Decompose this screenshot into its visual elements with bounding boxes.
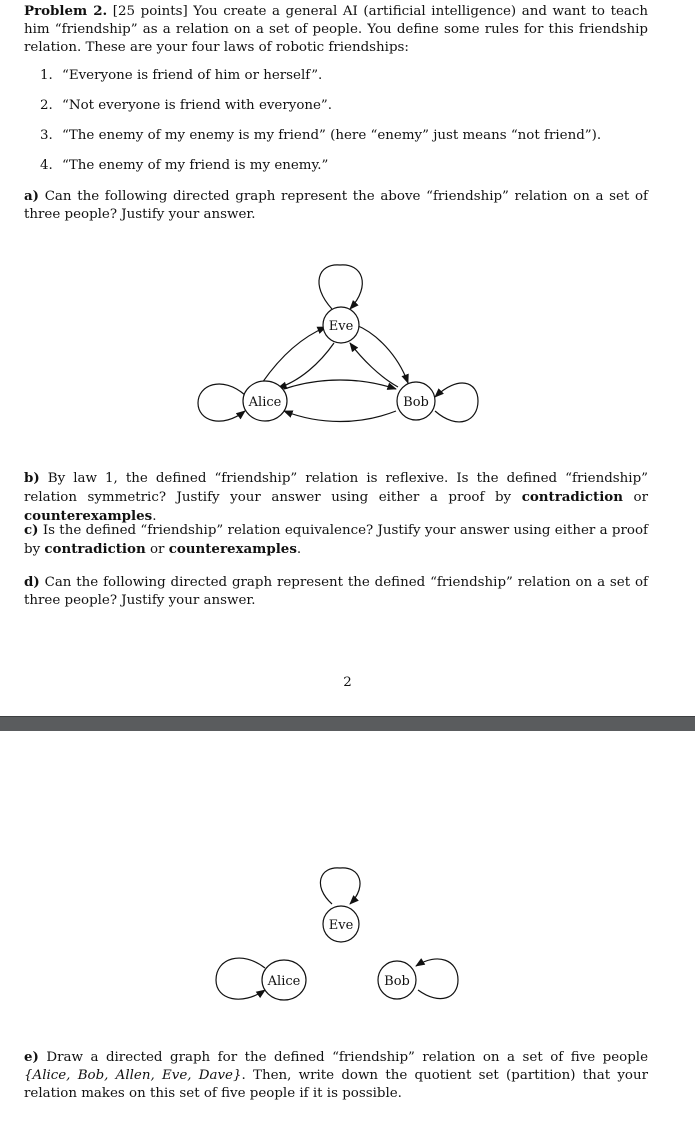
- node-eve: [323, 906, 359, 942]
- part-e-text-1: Draw a directed graph for the defined “friendship” relation on a set of five people: [46, 1050, 648, 1065]
- part-c-label: c): [24, 522, 39, 538]
- part-c-keyword-counterexamples: counterexamples: [168, 541, 297, 557]
- node-alice: [243, 381, 287, 421]
- alice-self-loop: [216, 958, 265, 999]
- node-eve-label: Eve: [328, 319, 354, 334]
- part-c-keyword-contradiction: contradiction: [44, 541, 146, 557]
- problem-intro: You create a general AI (artificial intelligence) and want to teach him “friendship” as a relation on a set of people. You define some rules for this friendship relation. These are your four laws of robotic friendships:: [24, 4, 648, 55]
- edge-eve-to-alice: [278, 343, 334, 388]
- alice-self-loop: [198, 384, 245, 421]
- eve-self-loop: [320, 868, 360, 904]
- law-3: [40, 127, 601, 145]
- law-number: 2.: [40, 98, 53, 113]
- node-eve-label: Eve: [328, 918, 354, 933]
- edge-alice-to-bob: [284, 380, 396, 389]
- problem-label: Problem 2.: [24, 3, 108, 19]
- law-text: “Everyone is friend of him or herself”.: [62, 68, 323, 83]
- part-e-set: {Alice, Bob, Allen, Eve, Dave}: [24, 1068, 242, 1083]
- law-2: [40, 97, 332, 115]
- eve-self-loop: [319, 265, 362, 309]
- law-number: 3.: [40, 128, 53, 143]
- part-b-end: .: [152, 509, 157, 524]
- edge-bob-to-alice: [284, 411, 396, 422]
- bob-self-loop: [416, 959, 458, 999]
- friendship-graph-a: [0, 255, 695, 435]
- node-bob-label: Bob: [403, 395, 429, 410]
- law-text: “Not everyone is friend with everyone”.: [62, 98, 333, 113]
- part-d-label: d): [24, 574, 40, 590]
- part-b: [24, 469, 648, 526]
- part-b-keyword-counterexamples: counterexamples: [24, 508, 153, 524]
- part-b-or: or: [633, 490, 648, 505]
- part-d-text: Can the following directed graph represent the defined “friendship” relation on a set of three people? Justify your answer.: [24, 575, 648, 608]
- part-c-or: or: [149, 542, 165, 557]
- node-alice-label: Alice: [248, 395, 282, 410]
- part-b-text: By law 1, the defined “friendship” relation is reflexive. Is the defined “friendship” relation symmetric? Justify your answer using either a proof by: [24, 471, 648, 505]
- page-3: [0, 731, 695, 1123]
- law-text: “The enemy of my friend is my enemy.”: [62, 158, 329, 173]
- part-d: [24, 573, 648, 610]
- part-a-text: Can the following directed graph represent the above “friendship” relation on a set of three people? Justify your answer.: [24, 189, 648, 222]
- part-c-text: Is the defined “friendship” relation equivalence? Justify your answer using either a proof by: [24, 523, 648, 557]
- part-e-text-2: . Then, write down the quotient set (partition) that your relation makes on this set of five people if it is possible.: [24, 1068, 649, 1101]
- node-alice-label: Alice: [267, 974, 301, 989]
- edge-alice-to-eve: [262, 327, 326, 383]
- part-b-label: b): [24, 470, 40, 486]
- law-number: 1.: [40, 68, 53, 83]
- page-separator: [0, 716, 695, 732]
- node-eve: [323, 307, 359, 343]
- law-4: [40, 157, 328, 175]
- node-bob: [397, 382, 435, 420]
- part-e: [24, 1048, 648, 1103]
- page-number: 2: [343, 675, 352, 690]
- node-alice: [262, 960, 306, 1000]
- law-1: [40, 67, 322, 85]
- part-c: [24, 521, 648, 559]
- law-number: 4.: [40, 158, 53, 173]
- node-bob: [378, 961, 416, 999]
- part-a: [24, 187, 648, 224]
- part-e-label: e): [24, 1049, 39, 1065]
- part-a-label: a): [24, 188, 40, 204]
- problem-points: [25 points]: [112, 4, 188, 19]
- law-text: “The enemy of my enemy is my friend” (here “enemy” just means “not friend”).: [62, 128, 602, 143]
- node-bob-label: Bob: [384, 974, 410, 989]
- part-c-end: .: [296, 542, 302, 557]
- friendship-graph-d: [0, 856, 695, 1016]
- problem-statement: [24, 2, 648, 57]
- bob-self-loop: [435, 383, 478, 422]
- part-b-keyword-contradiction: contradiction: [521, 489, 623, 505]
- edge-eve-to-bob: [356, 325, 408, 383]
